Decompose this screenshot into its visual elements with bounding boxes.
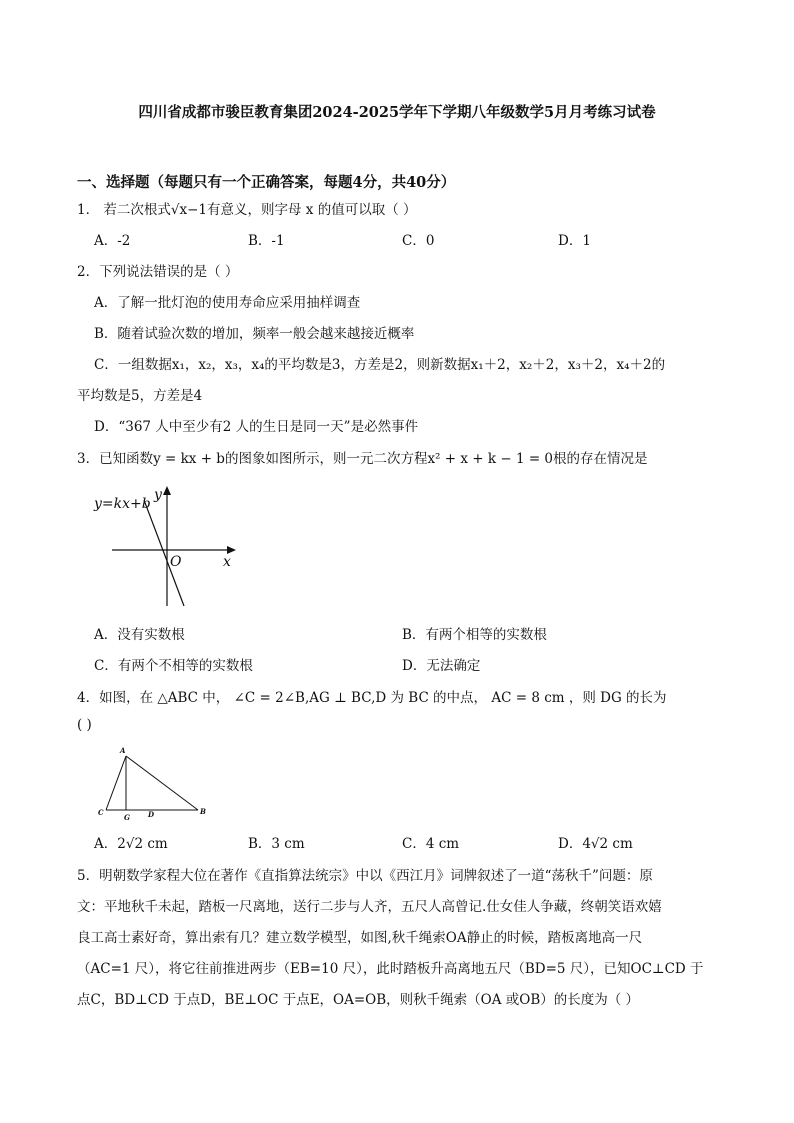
question-4-paren: ( ) [77, 717, 92, 733]
question-4-stem: 4．如图，在 △ABC 中， ∠C = 2∠B,AG ⊥ BC,D 为 BC 的中点， AC = 8 cm ，则 DG 的长为 [77, 690, 667, 706]
question-5-line-4: （AC=1 尺），将它往前推进两步（EB=10 尺），此时踏板升高离地五尺（BD=5 尺），已知OC⊥CD 于 [77, 961, 704, 977]
section-heading: 一、选择题（每题只有一个正确答案，每题4分，共40分） [77, 174, 456, 191]
q1-option-b: B．-1 [248, 233, 285, 249]
vertex-c-label: C [98, 808, 104, 817]
point-g-label: G [124, 813, 130, 822]
q2-option-d: D．“367 人中至少有2 人的生日是同一天”是必然事件 [94, 419, 419, 435]
graph-y-label: y [154, 487, 162, 503]
question-5-line-1: 5．明朝数学家程大位在著作《直指算法统宗》中以《西江月》词牌叙述了一道“荡秋千”问题：原 [77, 868, 653, 884]
graph-x-label: x [223, 554, 231, 570]
q2-option-c: C．一组数据x₁，x₂，x₃，x₄的平均数是3，方差是2，则新数据x₁＋2，x₂＋2，x₃＋2，x₄＋2的 [94, 357, 666, 373]
graph-line-label: y=kx+b [94, 496, 151, 512]
q2-option-b: B．随着试验次数的增加，频率一般会越来越接近概率 [94, 326, 415, 342]
q3-option-d: D．无法确定 [402, 658, 481, 674]
q4-option-b: B．3 cm [248, 836, 305, 852]
q1-option-a: A．-2 [94, 233, 131, 249]
q3-option-c: C．有两个不相等的实数根 [94, 658, 253, 674]
q4-option-d: D．4√2 cm [558, 836, 633, 852]
question-2-stem: 2．下列说法错误的是（ ） [77, 264, 239, 280]
q3-function-graph [88, 478, 248, 610]
q4-triangle-figure [92, 744, 214, 824]
question-1-stem: 1． 若二次根式√x−1有意义，则字母 x 的值可以取（ ） [77, 202, 417, 218]
q3-option-b: B．有两个相等的实数根 [402, 627, 547, 643]
q4-option-a: A．2√2 cm [94, 836, 168, 852]
point-d-label: D [148, 810, 155, 819]
q2-option-a: A．了解一批灯泡的使用寿命应采用抽样调查 [94, 295, 361, 311]
question-3-stem: 3．已知函数y = kx + b的图象如图所示，则一元二次方程x² + x + k − 1 = 0根的存在情况是 [77, 451, 648, 467]
vertex-b-label: B [200, 807, 206, 816]
question-5-line-2: 文：平地秋千未起，踏板一尺离地，送行二步与人齐，五尺人高曾记.仕女佳人争藏，终朝笑语欢嬉 [77, 899, 662, 915]
q4-option-c: C．4 cm [402, 836, 460, 852]
graph-origin-label: O [170, 554, 182, 570]
question-5-line-3: 良工高士素好奇，算出索有几？建立数学模型，如图,秋千绳索OA静止的时候，踏板离地高一尺 [77, 930, 643, 946]
q3-option-a: A．没有实数根 [94, 627, 185, 643]
q2-option-c-continued: 平均数是5，方差是4 [77, 388, 203, 404]
question-5-line-5: 点C，BD⊥CD 于点D，BE⊥OC 于点E，OA=OB，则秋千绳索（OA 或OB）的长度为（ ） [77, 992, 640, 1008]
vertex-a-label: A [120, 746, 126, 755]
q1-option-c: C．0 [402, 233, 435, 249]
page-title: 四川省成都市骏臣教育集团2024-2025学年下学期八年级数学5月月考练习试卷 [138, 104, 656, 121]
q1-option-d: D．1 [558, 233, 591, 249]
